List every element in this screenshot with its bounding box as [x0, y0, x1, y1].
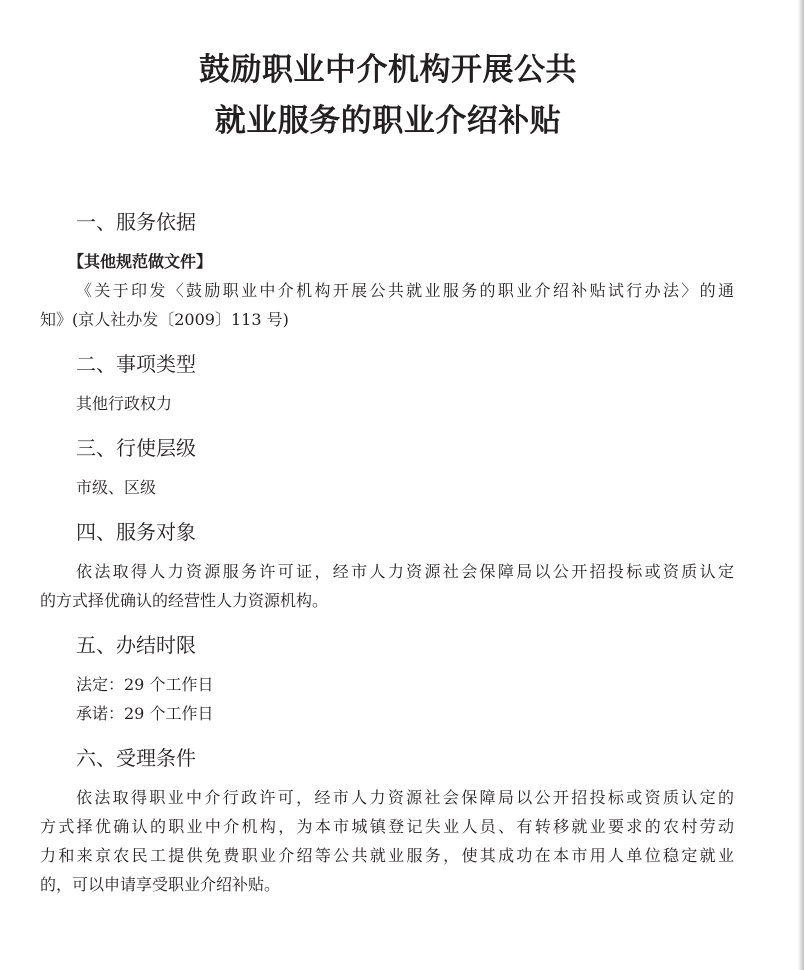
conditions-text-line-3: 力和来京农民工提供免费职业介绍等公共就业服务，使其成功在本市用人单位稳定就业: [40, 846, 734, 865]
section-heading-basis: 一、服务依据: [76, 210, 196, 234]
item-type-text: 其他行政权力: [76, 394, 173, 413]
target-text-line-1: 依法取得人力资源服务许可证，经市人力资源社会保障局以公开招投标或资质认定: [76, 562, 734, 581]
section-heading-conditions: 六、受理条件: [76, 746, 196, 770]
section-heading-time-limit: 五、办结时限: [76, 633, 196, 657]
section-heading-item-type: 二、事项类型: [76, 352, 196, 376]
target-text-line-2: 的方式择优确认的经营性人力资源机构。: [40, 591, 329, 610]
time-limit-legal: 法定：29 个工作日: [76, 675, 214, 694]
conditions-text-line-1: 依法取得职业中介行政许可，经市人力资源社会保障局以公开招投标或资质认定的: [76, 788, 734, 807]
section-heading-target: 四、服务对象: [76, 520, 196, 544]
level-text: 市级、区级: [76, 478, 157, 497]
conditions-text-line-4: 的，可以申请享受职业介绍补贴。: [40, 875, 281, 894]
conditions-text-line-2: 方式择优确认的职业中介机构，为本市城镇登记失业人员、有转移就业要求的农村劳动: [40, 817, 734, 836]
section-heading-level: 三、行使层级: [76, 436, 196, 460]
basis-text-line-1: 《关于印发〈鼓励职业中介机构开展公共就业服务的职业介绍补贴试行办法〉的通: [76, 281, 734, 300]
basis-text-line-2: 知》(京人社办发〔2009〕113 号): [40, 310, 289, 329]
document-title-line-1: 鼓励职业中介机构开展公共: [199, 52, 577, 88]
basis-bracket-label: 【其他规范做文件】: [68, 252, 213, 271]
time-limit-promised: 承诺：29 个工作日: [76, 704, 214, 723]
page-edge-shadow: [798, 0, 804, 970]
document-title-line-2: 就业服务的职业介绍补贴: [214, 103, 562, 139]
